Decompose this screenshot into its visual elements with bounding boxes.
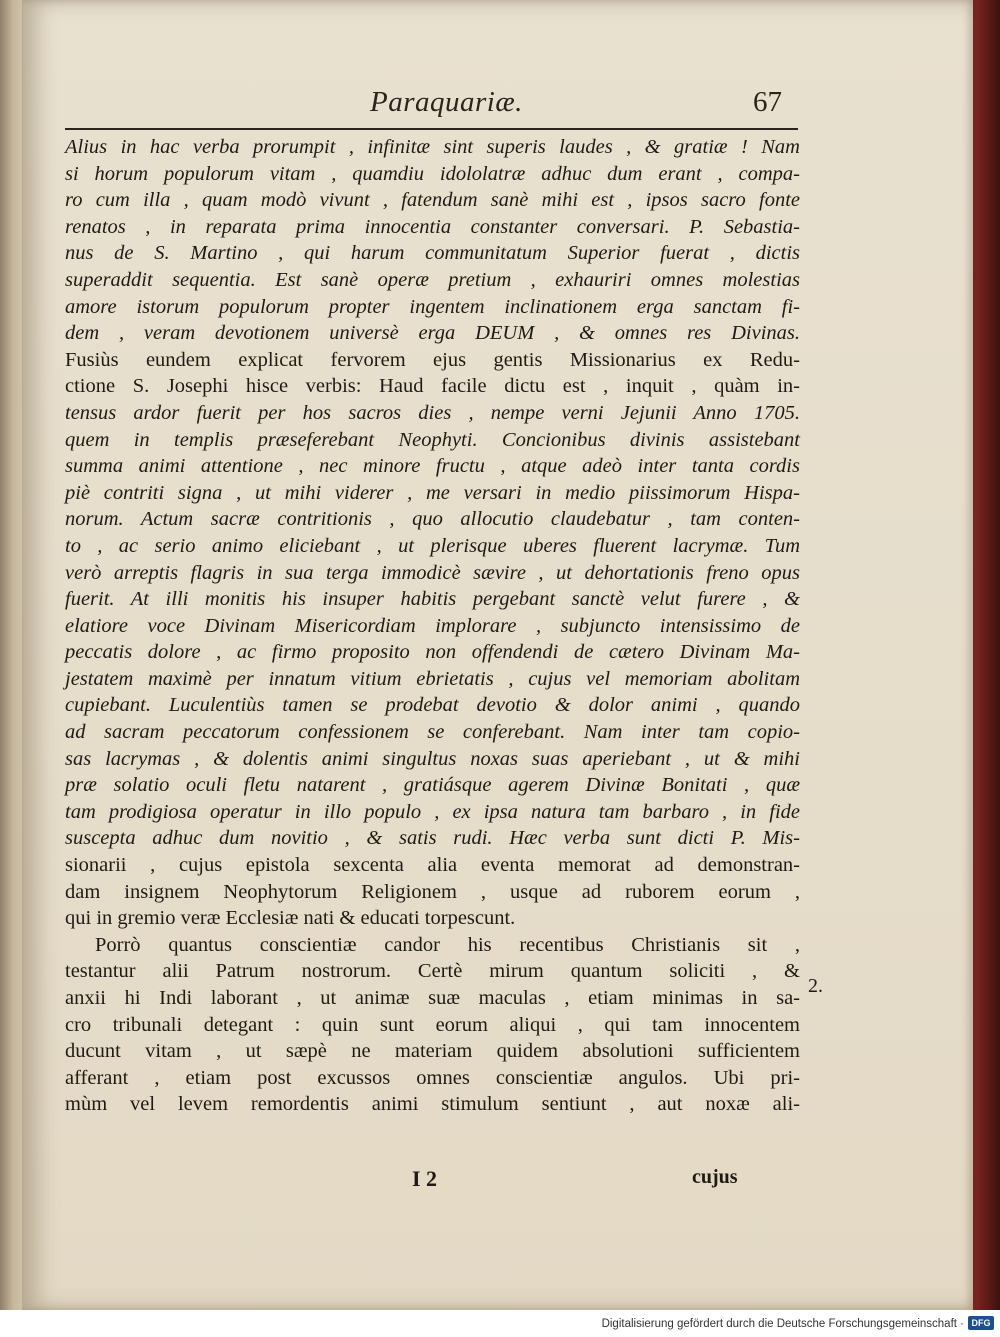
text-line: cupiebant. Luculentiùs tamen se prodebat devotio & dolor animi , quando: [65, 694, 800, 717]
text-line: anxii hi Indi laborant , ut animæ suæ maculas , etiam minimas in sa-: [65, 987, 800, 1009]
text-line: qui in gremio veræ Ecclesiæ nati & educati torpescunt.: [65, 907, 516, 930]
dfg-logo: DFG: [968, 1316, 994, 1330]
text-line: dam insignem Neophytorum Religionem , usque ad ruborem eorum ,: [65, 880, 800, 903]
text-line: afferant , etiam post excussos omnes conscientiæ angulos. Ubi pri-: [65, 1066, 800, 1089]
header-rule: [65, 128, 798, 130]
text-line: fuerit. At illi monitis his insuper habitis pergebant sanctè velut furere , &: [65, 588, 800, 611]
text-line: amore istorum populorum propter ingentem inclinationem erga sanctam fi-: [65, 295, 800, 318]
credit-text: Digitalisierung gefördert durch die Deutsche Forschungsgemeinschaft ·: [601, 1318, 964, 1330]
text-line: sas lacrymas , & dolentis animi singultus noxas suas aperiebant , ut & mihi: [65, 747, 800, 770]
text-line: suscepta adhuc dum novitio , & satis rudi. Hæc verba sunt dicti P. Mis-: [65, 827, 800, 850]
text-line: norum. Actum sacræ contritionis , quo allocutio claudebatur , tam conten-: [65, 508, 800, 531]
text-line: sionarii , cujus epistola sexcenta alia eventa memorat ad demonstran-: [65, 854, 800, 877]
page-header: [350, 86, 800, 126]
text-line: renatos , in reparata prima innocentia constanter conversari. P. Sebastia-: [65, 215, 800, 238]
text-line: si horum populorum vitam , quamdiu idololatræ adhuc dum erant , compa-: [65, 162, 800, 185]
text-line: tam prodigiosa operatur in illo populo , ex ipsa natura tam barbaro , in fide: [65, 800, 800, 823]
text-line: piè contriti signa , ut mihi viderer , me versari in medio piissimorum Hispa-: [65, 481, 800, 504]
credit-bar: [0, 1310, 1000, 1337]
text-line: dem , veram devotionem universè erga DEUM , & omnes res Divinas.: [65, 322, 800, 345]
text-line: Porrò quantus conscientiæ candor his recentibus Christianis sit ,: [95, 933, 800, 956]
text-line: peccatis dolore , ac firmo proposito non offendendi de cætero Divinam Ma-: [65, 641, 800, 664]
text-line: to , ac serio animo eliciebant , ut plerisque uberes fluerent lacrymæ. Tum: [65, 534, 800, 557]
text-line: ad sacram peccatorum confessionem se conferebant. Nam inter tam copio-: [65, 721, 800, 744]
body-text: [65, 134, 800, 1118]
text-line: tensus ardor fuerit per hos sacros dies , nempe verni Jejunii Anno 1705.: [65, 401, 800, 424]
text-line: præ solatio oculi fletu natarent , gratiásque agerem Divinæ Bonitati , quæ: [65, 774, 800, 797]
text-line: jestatem maximè per innatum vitium ebrietatis , cujus vel memoriam abolitam: [65, 667, 800, 690]
text-line: elatiore voce Divinam Misericordiam implorare , subjuncto intensissimo de: [65, 614, 800, 637]
text-line: quem in templis præseferebant Neophyti. Concionibus divinis assistebant: [65, 428, 800, 451]
text-line: ctione S. Josephi hisce verbis: Haud facile dictu est , inquit , quàm in-: [65, 375, 800, 398]
text-line: testantur alii Patrum nostrorum. Certè mirum quantum soliciti , &: [65, 960, 800, 983]
text-line: nus de S. Martino , qui harum communitatum Superior fuerat , dictis: [65, 242, 800, 265]
text-line: Fusiùs eundem explicat fervorem ejus gentis Missionarius ex Redu-: [65, 348, 800, 371]
catchword: cujus: [692, 1166, 738, 1188]
text-line: summa animi attentione , nec minore fructu , atque adeò inter tanta cordis: [65, 455, 800, 478]
text-line: ro cum illa , quam modò vivunt , fatendum sanè mihi est , ipsos sacro fonte: [65, 189, 800, 212]
page-number: 67: [753, 86, 782, 118]
text-line: mùm vel levem remordentis animi stimulum sentiunt , aut noxæ ali-: [65, 1093, 800, 1116]
text-line: cro tribunali detegant : quin sunt eorum aliqui , qui tam innocentem: [65, 1013, 800, 1036]
margin-number: 2.: [808, 975, 823, 997]
signature-mark: I 2: [412, 1166, 438, 1191]
text-line: superaddit sequentia. Est sanè operæ pretium , exhauriri omnes molestias: [65, 268, 800, 291]
text-line: ducunt vitam , ut sæpè ne materiam quidem absolutioni sufficientem: [65, 1040, 800, 1063]
text-line: verò arreptis flagris in sua terga immodicè sævire , ut dehortationis freno opus: [65, 561, 800, 584]
running-head: Paraquariæ.: [370, 86, 523, 118]
text-line: Alius in hac verba prorumpit , infinitæ sint superis laudes , & gratiæ ! Nam: [65, 136, 800, 158]
